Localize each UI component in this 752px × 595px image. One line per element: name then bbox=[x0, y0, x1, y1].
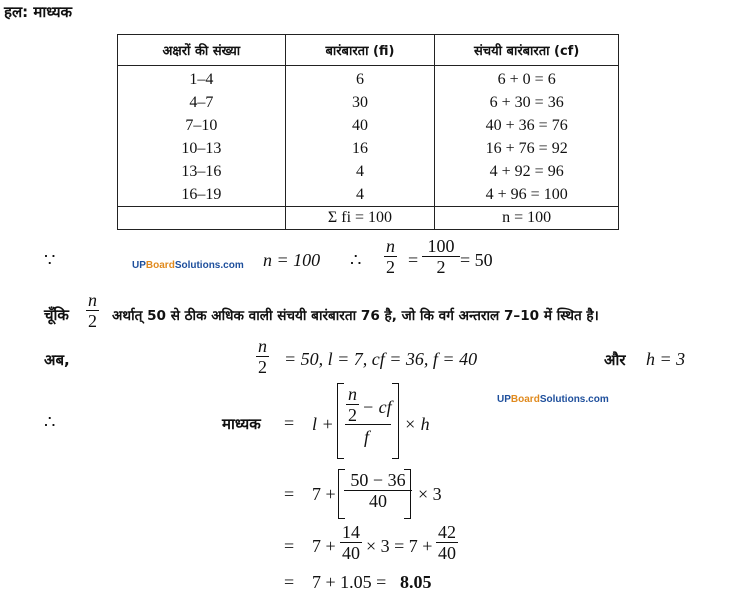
and-label: और bbox=[604, 351, 626, 369]
table-cell: 40 + 36 = 76 bbox=[435, 114, 619, 137]
fraction-numerator: n bbox=[258, 336, 267, 356]
seven-plus: 7 + bbox=[312, 536, 336, 556]
column-header: संचयी बारंबारता (cf) bbox=[435, 35, 619, 66]
denominator-f: f bbox=[364, 427, 370, 447]
table-cell: 7–10 bbox=[118, 114, 286, 137]
fraction-n-over-2 bbox=[384, 236, 397, 277]
equals-sign: = bbox=[284, 484, 295, 504]
explanation-text: अर्थात् 50 से ठीक अधिक वाली संचयी बारंबारता 76 है, जो कि वर्ग अन्तराल 7–10 में स्थित है। bbox=[112, 308, 599, 324]
table-cell bbox=[118, 207, 286, 230]
table-cell: n = 100 bbox=[435, 207, 619, 230]
h-value: h = 3 bbox=[646, 349, 686, 369]
right-bracket bbox=[392, 383, 399, 459]
column-header: अक्षरों की संख्या bbox=[118, 35, 286, 66]
fraction-denominator: 40 bbox=[438, 543, 456, 563]
watermark-part: Board bbox=[510, 394, 540, 405]
seven-plus: 7 + bbox=[312, 484, 336, 504]
times-three-equals: × 3 = 7 + bbox=[366, 536, 433, 556]
therefore-symbol: ∴ bbox=[350, 250, 362, 270]
fraction-numerator: 50 − 36 bbox=[350, 470, 406, 490]
watermark-part: UP bbox=[132, 260, 146, 271]
table-row bbox=[118, 160, 619, 183]
table-cell: 6 bbox=[285, 66, 435, 92]
fraction-denominator: 2 bbox=[88, 311, 97, 331]
table-row bbox=[118, 183, 619, 207]
table-cell: 10–13 bbox=[118, 137, 286, 160]
result-50: = 50 bbox=[460, 250, 493, 270]
fraction-50-36-over-40 bbox=[344, 470, 412, 511]
equals-sign: = bbox=[284, 536, 295, 556]
median-label: माध्यक bbox=[222, 415, 261, 433]
fraction-n-over-2 bbox=[86, 290, 99, 331]
watermark-part: Solutions.com bbox=[174, 260, 244, 271]
now-label: अब, bbox=[44, 351, 70, 369]
table-row bbox=[118, 114, 619, 137]
fraction-denominator: 2 bbox=[386, 257, 395, 277]
final-expression: 7 + 1.05 = bbox=[312, 572, 387, 592]
watermark-logo bbox=[132, 260, 244, 271]
table-row bbox=[118, 91, 619, 114]
inner-fraction bbox=[346, 384, 359, 425]
watermark-part: UP bbox=[497, 394, 511, 405]
watermark-part: Board bbox=[145, 260, 175, 271]
table-cell: 4 + 92 = 96 bbox=[435, 160, 619, 183]
table-cell: 16 + 76 = 92 bbox=[435, 137, 619, 160]
l-plus: l + bbox=[312, 414, 334, 434]
frequency-table bbox=[117, 34, 619, 230]
table-cell: 6 + 0 = 6 bbox=[435, 66, 619, 92]
minus-cf: − cf bbox=[362, 397, 392, 417]
given-values: = 50, l = 7, cf = 36, f = 40 bbox=[284, 349, 478, 369]
because-symbol: ∵ bbox=[44, 250, 56, 270]
table-header-row bbox=[118, 35, 619, 66]
table-cell: 4 bbox=[285, 183, 435, 207]
fraction-numerator: 42 bbox=[438, 522, 456, 542]
left-bracket bbox=[337, 383, 344, 459]
since-label: चूँकि bbox=[44, 306, 69, 324]
table-cell: Σ fi = 100 bbox=[285, 207, 435, 230]
fraction-denominator: 2 bbox=[258, 357, 267, 377]
watermark-logo bbox=[497, 394, 609, 405]
solution-heading: हल: माध्यक bbox=[4, 3, 73, 21]
therefore-symbol: ∴ bbox=[44, 412, 56, 432]
fraction-numerator: 14 bbox=[342, 522, 360, 542]
table-cell: 40 bbox=[285, 114, 435, 137]
fraction-numerator: n bbox=[348, 384, 357, 404]
fraction-denominator: 2 bbox=[348, 405, 357, 425]
equals-sign: = bbox=[408, 250, 419, 270]
n-equals-100: n = 100 bbox=[263, 250, 321, 270]
table-cell: 13–16 bbox=[118, 160, 286, 183]
final-answer: 8.05 bbox=[400, 572, 432, 592]
table-cell: 4 + 96 = 100 bbox=[435, 183, 619, 207]
times-h: × h bbox=[404, 414, 430, 434]
table-cell: 6 + 30 = 36 bbox=[435, 91, 619, 114]
table-cell: 4–7 bbox=[118, 91, 286, 114]
times-three: × 3 bbox=[418, 484, 442, 504]
table-cell: 1–4 bbox=[118, 66, 286, 92]
table-cell: 16–19 bbox=[118, 183, 286, 207]
table-cell: 4 bbox=[285, 160, 435, 183]
table-total-row bbox=[118, 207, 619, 230]
fraction-42-over-40 bbox=[436, 522, 458, 563]
fraction-denominator: 40 bbox=[344, 490, 412, 511]
column-header: बारंबारता (fi) bbox=[285, 35, 435, 66]
fraction-14-over-40 bbox=[340, 522, 362, 563]
fraction-numerator: n bbox=[386, 236, 395, 256]
fraction-denominator: 2 bbox=[422, 256, 460, 277]
fraction-100-over-2 bbox=[422, 236, 460, 277]
table-row bbox=[118, 66, 619, 92]
table-cell: 30 bbox=[285, 91, 435, 114]
watermark-part: Solutions.com bbox=[539, 394, 609, 405]
equals-sign: = bbox=[284, 413, 295, 433]
equals-sign: = bbox=[284, 572, 295, 592]
fraction-denominator: 40 bbox=[342, 543, 360, 563]
main-fraction-bar bbox=[345, 424, 391, 425]
fraction-numerator: n bbox=[88, 290, 97, 310]
table-row bbox=[118, 137, 619, 160]
fraction-numerator: 100 bbox=[427, 236, 455, 256]
table-cell: 16 bbox=[285, 137, 435, 160]
fraction-n-over-2 bbox=[256, 336, 269, 377]
